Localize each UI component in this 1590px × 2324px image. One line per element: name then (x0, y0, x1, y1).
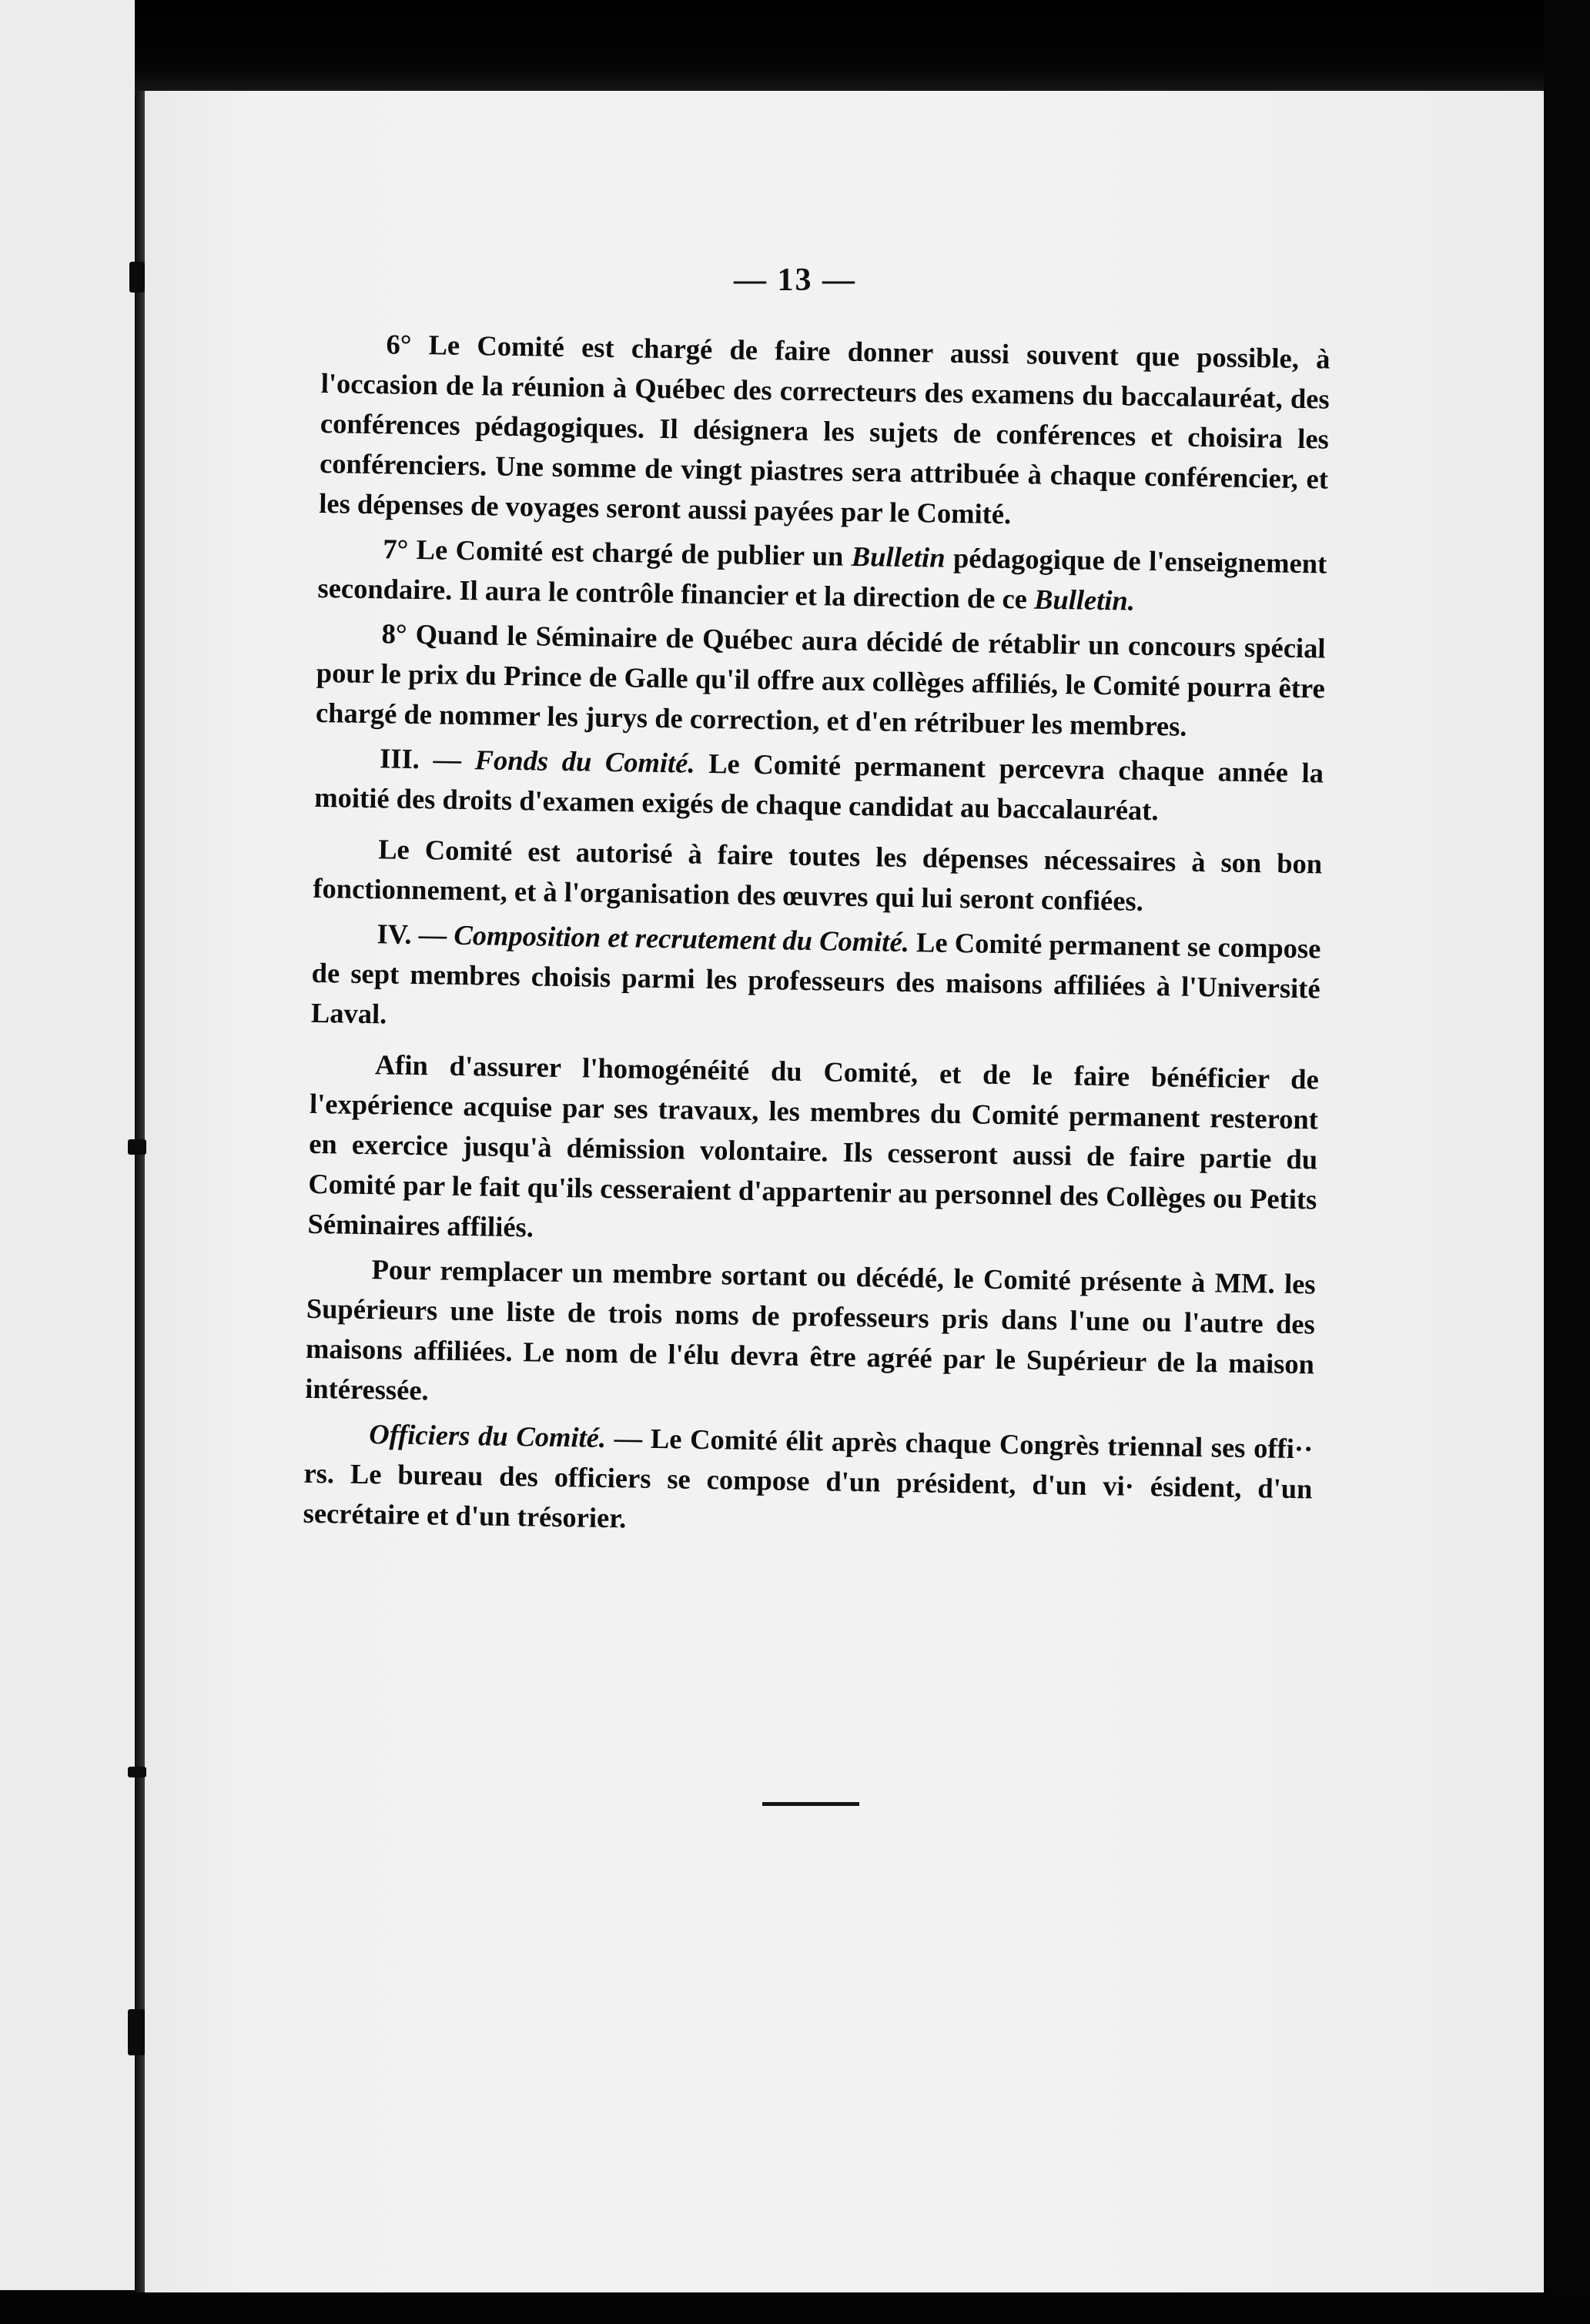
paragraph-6-conferences: 6° Le Comité est chargé de faire donner aussi souvent que possible, à l'occasion de la réunion à Québec des correcteurs des examens du baccalauréat, des conférences pédagogiques. Il désignera les sujets de conférences et choisira les conférenciers. Une somme de vingt piastres sera attribuée à chaque conférencier, et les dépenses de voyages seront aussi payées par le Comité. (319, 328, 1331, 530)
section-heading: Officiers du Comité. (369, 1418, 607, 1453)
page-number: — 13 — (734, 262, 856, 298)
paragraph-8-concours: 8° Quand le Séminaire de Québec aura décidé de rétablir un concours spécial pour le prix du Prince de Galle qu'il offre aux collèges affiliés, le Comité pourra être chargé de nommer les jurys de correction, et d'en rétribuer les membres. (315, 617, 1326, 742)
paragraph-text: Le Comité permanent se compose de sept membres choisis parmi les professeurs des maisons affiliées à l'Université Laval. (310, 926, 1321, 1030)
section-iv-composition (311, 913, 1321, 1049)
section-heading: Fonds du Comité. (474, 744, 695, 779)
section-number: IV. — (377, 918, 454, 951)
bulletin-title: Bulletin (851, 540, 946, 573)
paragraph-depenses: Le Comité est autorisé à faire toutes les dépenses nécessaires à son bon fonctionnement, et à l'organisation des œuvres qui lui seront confiées. (313, 833, 1323, 917)
scan-bottom-border (0, 2290, 1590, 2324)
section-heading: Composition et recrutement du Comité. (454, 918, 910, 958)
paragraph-7-bulletin (317, 528, 1327, 624)
binding-mark (128, 2009, 145, 2055)
binding-mark (128, 1139, 146, 1155)
scan-top-border (0, 0, 1590, 96)
paragraph-text: Le Comité permanent percevra chaque année la moitié des droits d'examen exigés de chaque candidat au baccalauréat. (314, 747, 1324, 827)
paragraph-remplacement: Pour remplacer un membre sortant ou décédé, le Comité présente à MM. les Supérieurs une liste de trois noms de professeurs pris dans l'une ou l'autre des maisons affiliées. Le nom de l'élu devra être agréé par le Supérieur de la maison intéressée. (304, 1253, 1316, 1406)
section-iii-fonds (314, 737, 1324, 834)
paragraph-officiers (303, 1413, 1313, 1550)
bulletin-title: Bulletin. (1033, 583, 1136, 617)
end-rule-divider (762, 1802, 859, 1806)
body-text (303, 323, 1331, 1553)
page-gutter-shadow (136, 91, 145, 2292)
section-number: III. — (379, 742, 476, 776)
scan-left-margin (0, 0, 135, 2324)
binding-mark (128, 1767, 146, 1777)
scan-right-border (1544, 0, 1590, 2324)
paragraph-text: 7° Le Comité est chargé de publier un (383, 533, 852, 572)
paragraph-text: pédagogique de l'enseignement secondaire. Il aura le contrôle financier et la direction de ce (317, 541, 1327, 615)
paragraph-homogeneite: Afin d'assurer l'homogénéité du Comité, et de le faire bénéficier de l'expérience acquise par ses travaux, les membres du Comité permanent resteront en exercice jusqu'à démission volontaire. Ils cesseront aussi de faire partie du Comité par le fait qu'ils cesseraient d'appartenir au personnel des Collèges ou Petits Séminaires affiliés. (307, 1048, 1320, 1243)
paragraph-text: — Le Comité élit après chaque Congrès triennal ses offi·· rs. Le bureau des officiers se compose d'un président, d'un vi· ésident, d'un secrétaire et d'un trésorier. (303, 1421, 1314, 1534)
